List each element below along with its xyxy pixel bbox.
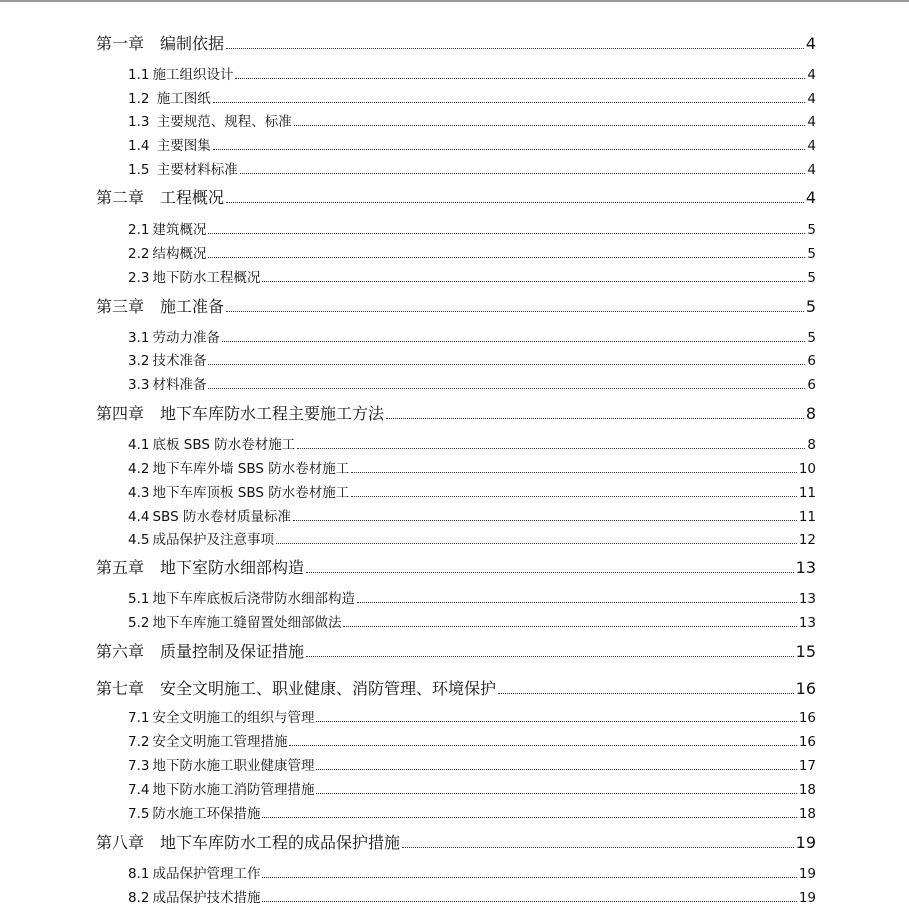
toc-entry-chapter[interactable] (96, 830, 816, 853)
toc-entry-section[interactable] (128, 587, 816, 607)
page-top-border (0, 0, 909, 2)
toc-page-number: 16 (795, 679, 816, 698)
toc-entry-section[interactable] (128, 862, 816, 882)
dot-leader (316, 793, 796, 794)
toc-number: 4.3 (128, 485, 150, 501)
toc-title: 编制依据 (160, 34, 225, 53)
toc-page-number: 11 (798, 485, 816, 501)
toc-page-number: 18 (798, 806, 816, 822)
toc-number: 7.2 (128, 734, 150, 750)
toc-number: 第一章 (96, 34, 145, 53)
dot-leader (402, 847, 794, 848)
toc-page-number: 6 (807, 377, 816, 393)
dot-leader (262, 817, 796, 818)
toc-entry-chapter[interactable] (96, 676, 816, 699)
toc-page-number: 5 (807, 270, 816, 286)
toc-page-number: 13 (798, 591, 816, 607)
toc-entry-chapter[interactable] (96, 401, 816, 424)
dot-leader (276, 543, 797, 544)
toc-number: 第七章 (96, 679, 145, 698)
toc-number: 1.3 (128, 114, 150, 130)
toc-title: 底板 SBS 防水卷材施工 (152, 437, 296, 453)
toc-number: 8.2 (128, 890, 150, 906)
toc-number: 3.1 (128, 330, 150, 346)
toc-entry-section[interactable] (128, 326, 816, 346)
toc-entry-section[interactable] (128, 63, 816, 83)
toc-title: 质量控制及保证措施 (160, 642, 305, 661)
toc-title: 主要图集 (152, 138, 211, 154)
toc-entry-section[interactable] (128, 457, 816, 477)
toc-entry-section[interactable] (128, 110, 816, 130)
dot-leader (297, 448, 805, 449)
toc-page-number: 16 (798, 734, 816, 750)
dot-leader (293, 520, 797, 521)
toc-title: 地下车库顶板 SBS 防水卷材施工 (152, 485, 350, 501)
toc-page-number: 6 (807, 353, 816, 369)
toc-entry-section[interactable] (128, 802, 816, 822)
toc-title: 技术准备 (152, 353, 207, 369)
toc-entry-section[interactable] (128, 706, 816, 726)
dot-leader (316, 769, 796, 770)
dot-leader (208, 364, 805, 365)
dot-leader (306, 656, 794, 657)
dot-leader (262, 281, 805, 282)
dot-leader (213, 102, 806, 103)
toc-page-number: 4 (807, 138, 816, 154)
dot-leader (351, 472, 797, 473)
toc-entry-section[interactable] (128, 505, 816, 525)
dot-leader (208, 233, 805, 234)
toc-entry-chapter[interactable] (96, 555, 816, 578)
toc-entry-section[interactable] (128, 218, 816, 238)
toc-number: 1.2 (128, 91, 150, 107)
toc-entry-section[interactable] (128, 730, 816, 750)
toc-entry-section[interactable] (128, 754, 816, 774)
toc-page-number: 4 (807, 162, 816, 178)
toc-title: 主要规范、规程、标准 (152, 114, 292, 130)
toc-title: 地下车库防水工程的成品保护措施 (160, 833, 401, 852)
toc-number: 1.4 (128, 138, 150, 154)
dot-leader (235, 78, 805, 79)
toc-title: 地下室防水细部构造 (160, 558, 305, 577)
toc-title: 成品保护及注意事项 (152, 532, 274, 548)
toc-page-number: 4 (807, 91, 816, 107)
toc-number: 1.1 (128, 67, 150, 83)
toc-page-number: 10 (798, 461, 816, 477)
toc-title: 地下防水施工消防管理措施 (152, 782, 315, 798)
toc-page-number: 13 (795, 558, 816, 577)
toc-title: 地下车库施工缝留置处细部做法 (152, 615, 342, 631)
toc-number: 2.3 (128, 270, 150, 286)
dot-leader (208, 257, 805, 258)
toc-entry-section[interactable] (128, 158, 816, 178)
dot-leader (213, 149, 806, 150)
toc-entry-section[interactable] (128, 481, 816, 501)
toc-entry-section[interactable] (128, 373, 816, 393)
toc-page-number: 12 (798, 532, 816, 548)
toc-entry-section[interactable] (128, 528, 816, 548)
toc-title: 材料准备 (152, 377, 207, 393)
toc-number: 第八章 (96, 833, 145, 852)
toc-page-number: 5 (807, 246, 816, 262)
dot-leader (240, 173, 806, 174)
toc-entry-section[interactable] (128, 134, 816, 154)
toc-page-number: 18 (798, 782, 816, 798)
toc-page-number: 19 (798, 866, 816, 882)
dot-leader (262, 877, 796, 878)
toc-title: 施工准备 (160, 297, 225, 316)
dot-leader (294, 125, 806, 126)
toc-entry-section[interactable] (128, 87, 816, 107)
toc-title: 施工图纸 (152, 91, 211, 107)
dot-leader (306, 572, 794, 573)
toc-page-number: 15 (795, 642, 816, 661)
toc-title: 主要材料标准 (152, 162, 238, 178)
toc-page-number: 19 (798, 890, 816, 906)
toc-page-number: 4 (805, 34, 816, 53)
dot-leader (386, 418, 804, 419)
toc-number: 2.1 (128, 222, 150, 238)
toc-page-number: 8 (805, 404, 816, 423)
dot-leader (208, 388, 805, 389)
toc-page-number: 19 (795, 833, 816, 852)
toc-title: 劳动力准备 (152, 330, 220, 346)
toc-page-number: 4 (805, 188, 816, 207)
toc-entry-chapter[interactable] (96, 639, 816, 662)
toc-number: 3.3 (128, 377, 150, 393)
toc-entry-section[interactable] (128, 433, 816, 453)
dot-leader (357, 602, 797, 603)
toc-page-number: 4 (807, 67, 816, 83)
toc-entry-chapter[interactable] (96, 294, 816, 317)
toc-number: 2.2 (128, 246, 150, 262)
toc-title: 安全文明施工的组织与管理 (152, 710, 315, 726)
toc-page-number: 8 (807, 437, 816, 453)
toc-number: 第三章 (96, 297, 145, 316)
dot-leader (222, 341, 805, 342)
toc-entry-section[interactable] (128, 349, 816, 369)
toc-entry-section[interactable] (128, 242, 816, 262)
toc-page-number: 5 (805, 297, 816, 316)
toc-number: 8.1 (128, 866, 150, 882)
toc-number: 第四章 (96, 404, 145, 423)
toc-title: 结构概况 (152, 246, 207, 262)
toc-entry-section[interactable] (128, 266, 816, 286)
toc-title: 成品保护技术措施 (152, 890, 261, 906)
dot-leader (262, 901, 796, 902)
toc-page-number: 11 (798, 509, 816, 525)
toc-page-number: 16 (798, 710, 816, 726)
toc-number: 7.4 (128, 782, 150, 798)
toc-number: 第五章 (96, 558, 145, 577)
toc-page-number: 5 (807, 330, 816, 346)
dot-leader (226, 48, 804, 49)
toc-number: 5.1 (128, 591, 150, 607)
toc-title: 地下车库防水工程主要施工方法 (160, 404, 385, 423)
toc-title: 防水施工环保措施 (152, 806, 261, 822)
toc-number: 4.2 (128, 461, 150, 477)
toc-number: 4.1 (128, 437, 150, 453)
dot-leader (351, 496, 797, 497)
toc-page-number: 13 (798, 615, 816, 631)
dot-leader (316, 721, 796, 722)
toc-page-number: 4 (807, 114, 816, 130)
dot-leader (289, 745, 796, 746)
toc-number: 第六章 (96, 642, 145, 661)
toc-number: 4.5 (128, 532, 150, 548)
toc-entry-section[interactable] (128, 886, 816, 906)
toc-title: 地下车库底板后浇带防水细部构造 (152, 591, 355, 607)
dot-leader (226, 311, 804, 312)
toc-title: 地下车库外墙 SBS 防水卷材施工 (152, 461, 350, 477)
toc-title: 地下防水工程概况 (152, 270, 261, 286)
toc-title: 施工组织设计 (152, 67, 234, 83)
toc-title: 地下防水施工职业健康管理 (152, 758, 315, 774)
toc-title: 安全文明施工、职业健康、消防管理、环境保护 (160, 679, 497, 698)
toc-number: 1.5 (128, 162, 150, 178)
dot-leader (343, 626, 796, 627)
dot-leader (498, 693, 794, 694)
toc-title: 成品保护管理工作 (152, 866, 261, 882)
toc-title: 安全文明施工管理措施 (152, 734, 288, 750)
toc-number: 第二章 (96, 188, 145, 207)
toc-number: 4.4 (128, 509, 150, 525)
toc-number: 7.3 (128, 758, 150, 774)
toc-page-number: 5 (807, 222, 816, 238)
toc-title: SBS 防水卷材质量标准 (152, 509, 291, 525)
dot-leader (226, 202, 804, 203)
toc-number: 7.5 (128, 806, 150, 822)
toc-entry-section[interactable] (128, 611, 816, 631)
toc-title: 建筑概况 (152, 222, 207, 238)
toc-page-number: 17 (798, 758, 816, 774)
toc-number: 3.2 (128, 353, 150, 369)
toc-number: 5.2 (128, 615, 150, 631)
toc-entry-chapter[interactable] (96, 31, 816, 54)
toc-title: 工程概况 (160, 188, 225, 207)
toc-entry-section[interactable] (128, 778, 816, 798)
toc-number: 7.1 (128, 710, 150, 726)
toc-entry-chapter[interactable] (96, 185, 816, 208)
